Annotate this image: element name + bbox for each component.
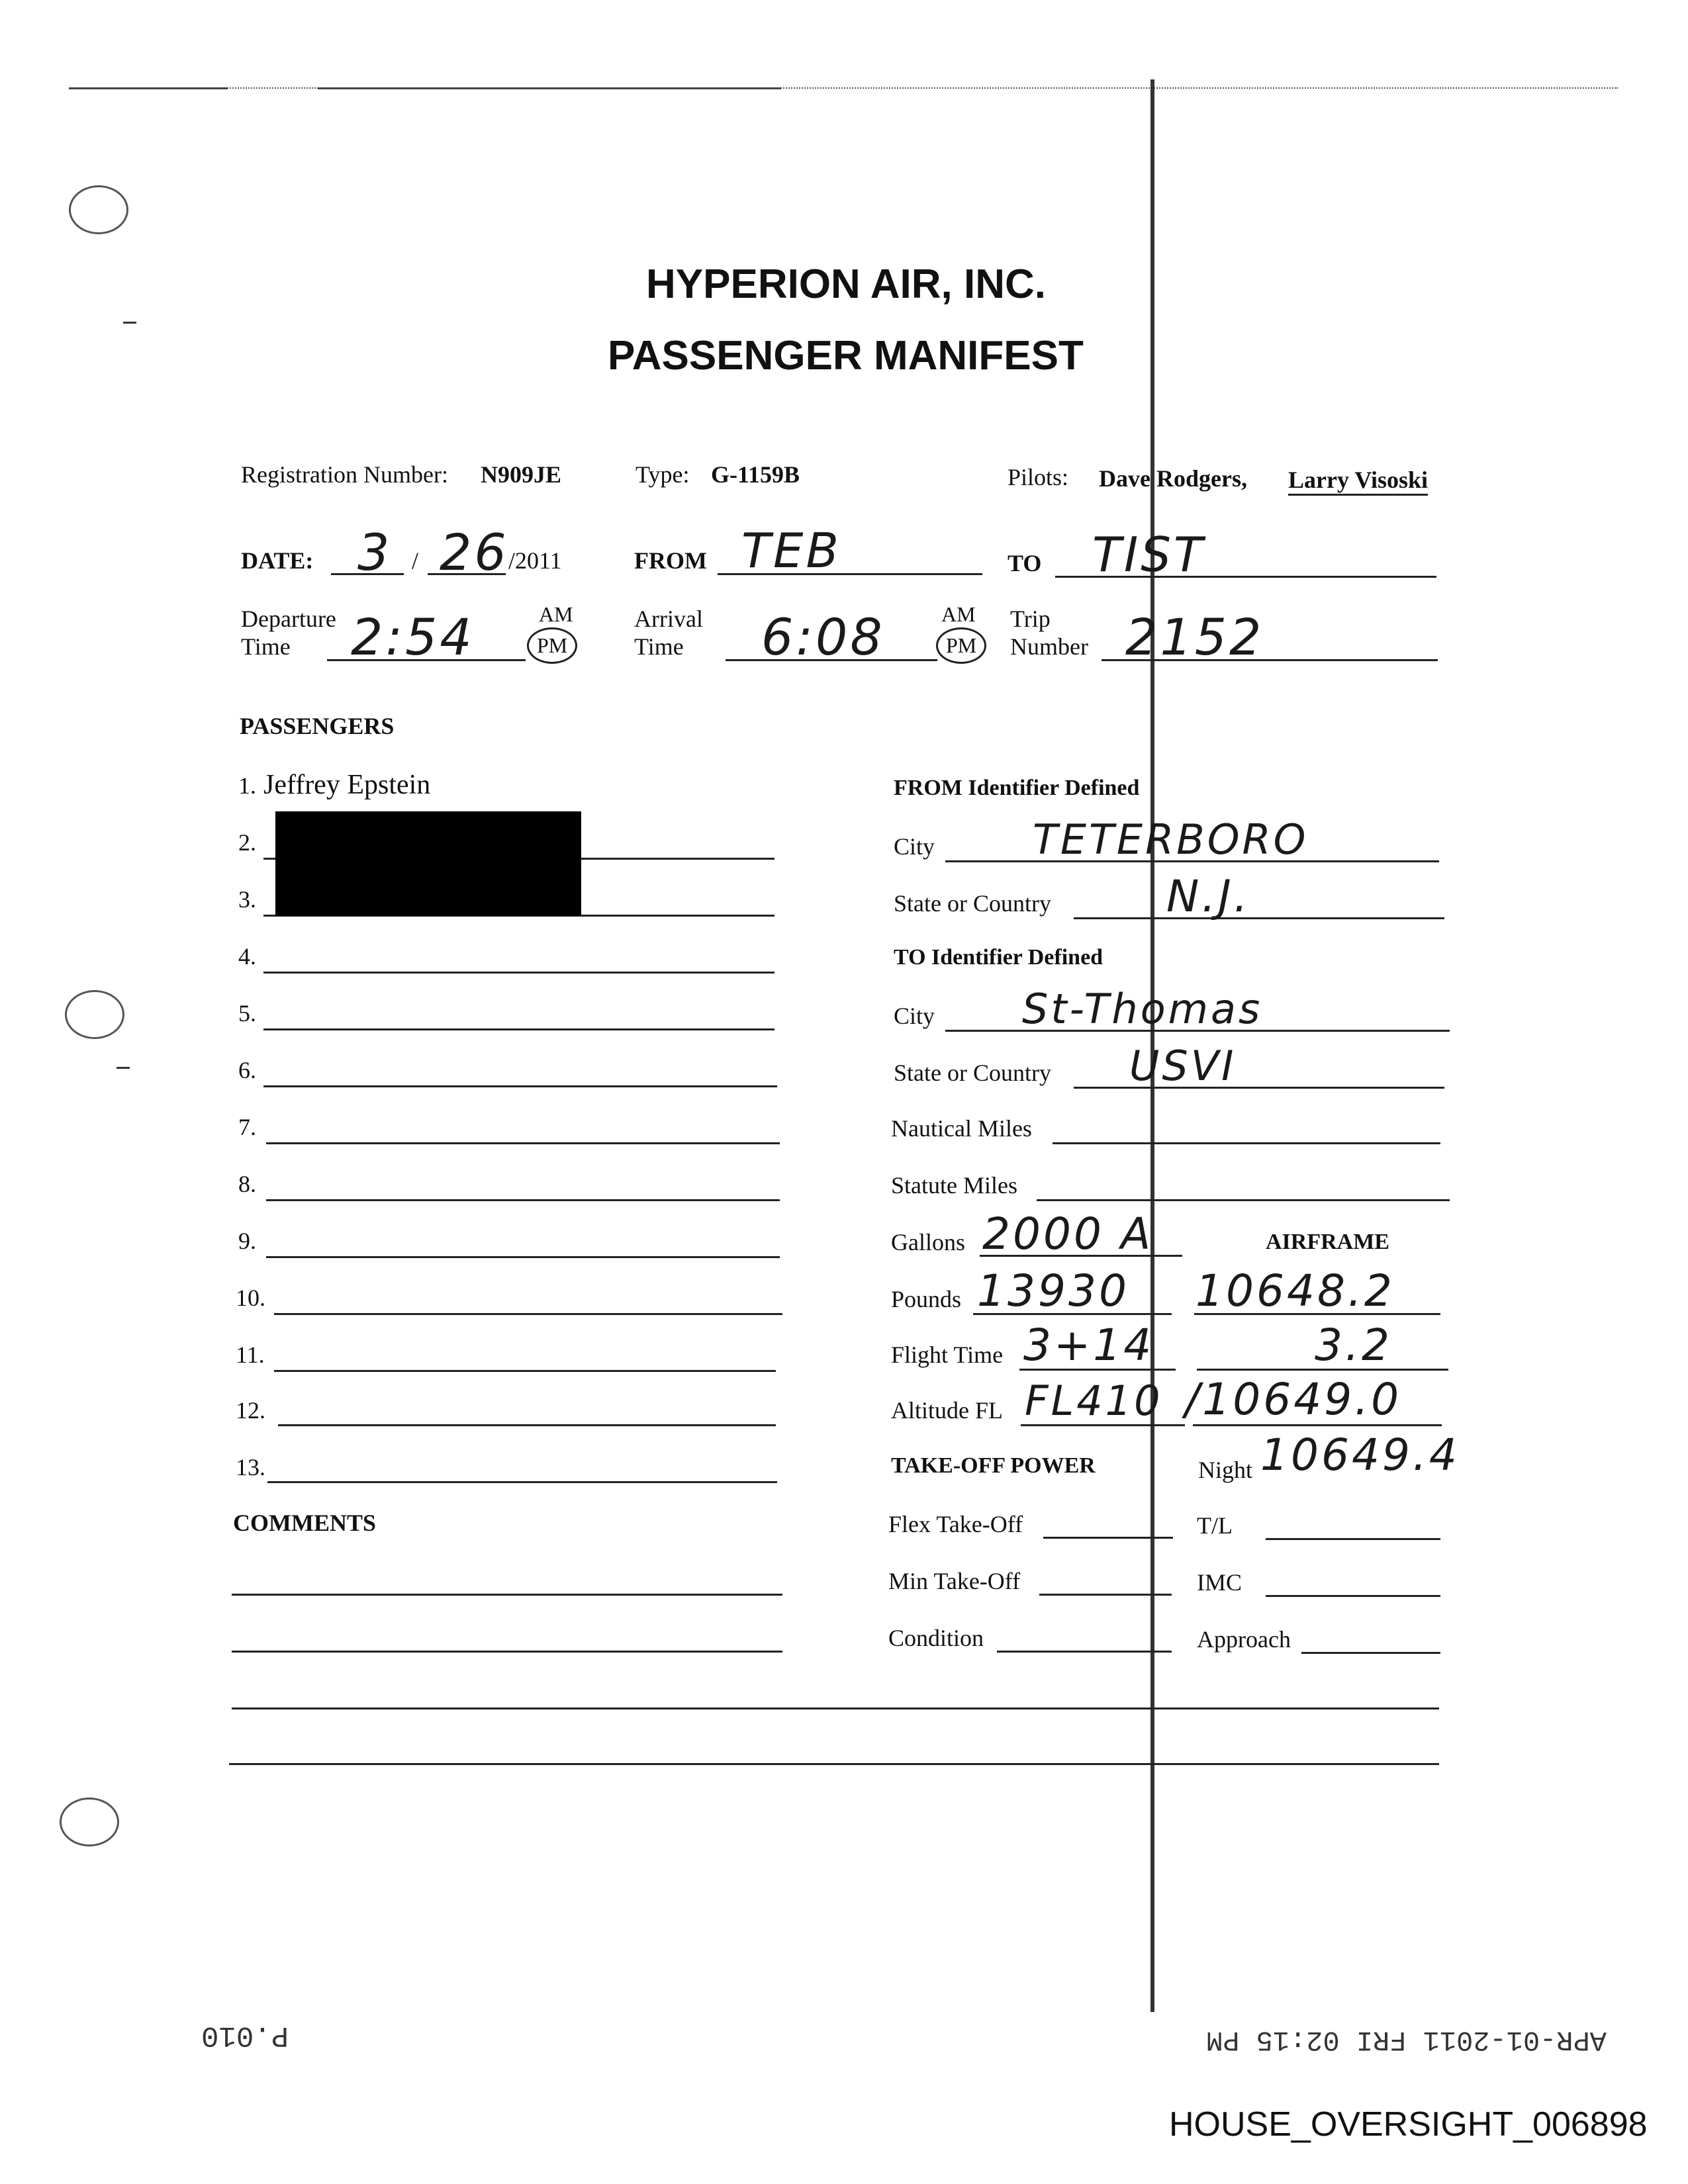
night-value: 10649.4 bbox=[1260, 1430, 1460, 1480]
scan-mark bbox=[117, 1067, 130, 1069]
type-label: Type: bbox=[635, 461, 690, 488]
condition-label: Condition bbox=[888, 1625, 984, 1651]
to-label: TO bbox=[1008, 550, 1042, 576]
top-scan-line-2 bbox=[318, 87, 781, 89]
nautical-miles-line bbox=[1053, 1142, 1440, 1144]
passenger-row-number: 6. bbox=[238, 1057, 256, 1083]
takeoff-power-heading: TAKE-OFF POWER bbox=[891, 1453, 1096, 1478]
departure-time-value: 2:54 bbox=[351, 608, 475, 666]
comments-heading: COMMENTS bbox=[233, 1510, 376, 1536]
form-title: PASSENGER MANIFEST bbox=[608, 333, 1084, 379]
bates-number: HOUSE_OVERSIGHT_006898 bbox=[1169, 2105, 1648, 2144]
min-takeoff-label: Min Take-Off bbox=[888, 1568, 1021, 1594]
date-label: DATE: bbox=[241, 547, 314, 574]
passenger-line bbox=[266, 1256, 780, 1258]
passenger-line bbox=[263, 1028, 774, 1030]
nautical-miles-label: Nautical Miles bbox=[891, 1115, 1032, 1142]
pilot-2-value: Larry Visoski bbox=[1288, 466, 1428, 496]
passenger-line bbox=[274, 1313, 782, 1315]
pilots-label: Pilots: bbox=[1008, 464, 1069, 490]
scan-mark bbox=[123, 322, 136, 324]
flex-takeoff-label: Flex Take-Off bbox=[888, 1511, 1023, 1537]
date-year: /2011 bbox=[508, 547, 562, 574]
min-takeoff-line bbox=[1039, 1594, 1172, 1596]
date-month-value: 3 bbox=[357, 523, 393, 582]
fax-header-stamp: APR-01-2011 FRI 02:15 PM bbox=[1206, 2024, 1607, 2056]
passenger-row-number: 1. bbox=[238, 772, 256, 799]
to-state-label: State or Country bbox=[894, 1060, 1051, 1086]
arrival-time-value: 6:08 bbox=[761, 608, 885, 666]
statute-miles-line bbox=[1037, 1199, 1450, 1201]
night-label: Night bbox=[1198, 1457, 1253, 1483]
date-separator: / bbox=[412, 547, 419, 574]
from-identifier-heading: FROM Identifier Defined bbox=[894, 776, 1140, 800]
registration-label: Registration Number: bbox=[241, 461, 448, 488]
to-state-value: USVI bbox=[1129, 1042, 1237, 1090]
fax-page-stamp: P.010 bbox=[201, 2019, 289, 2052]
passengers-heading: PASSENGERS bbox=[240, 713, 395, 739]
arrival-label-1: Arrival bbox=[634, 606, 703, 632]
comments-line-2 bbox=[232, 1651, 782, 1653]
passenger-row-number: 11. bbox=[236, 1342, 265, 1368]
from-state-line bbox=[1074, 917, 1444, 919]
airframe-heading: AIRFRAME bbox=[1266, 1230, 1389, 1254]
flight-time-value: 3+14 bbox=[1023, 1320, 1154, 1371]
passenger-row-number: 12. bbox=[236, 1397, 265, 1424]
from-city-label: City bbox=[894, 833, 935, 860]
passenger-row-number: 5. bbox=[238, 1000, 256, 1026]
top-scan-line bbox=[69, 87, 1618, 89]
altitude-label: Altitude FL bbox=[891, 1397, 1003, 1424]
from-state-value: N.J. bbox=[1166, 871, 1250, 922]
passenger-line bbox=[274, 1370, 776, 1372]
from-state-label: State or Country bbox=[894, 890, 1051, 917]
redaction-box bbox=[275, 811, 581, 916]
from-city-value: TETERBORO bbox=[1033, 815, 1309, 864]
trip-number-value: 2152 bbox=[1125, 608, 1264, 666]
comments-line-3 bbox=[232, 1707, 1439, 1709]
flight-time-label: Flight Time bbox=[891, 1342, 1004, 1368]
tl-line bbox=[1266, 1538, 1440, 1540]
binder-hole-middle bbox=[65, 990, 124, 1039]
company-name: HYPERION AIR, INC. bbox=[646, 261, 1046, 307]
comments-line-1 bbox=[232, 1594, 782, 1596]
passenger-row-number: 9. bbox=[238, 1228, 256, 1254]
to-city-label: City bbox=[894, 1003, 935, 1029]
passenger-line bbox=[263, 972, 774, 974]
passenger-line bbox=[266, 1142, 780, 1144]
airframe-altitude-value: /10649.0 bbox=[1185, 1374, 1402, 1425]
from-label: FROM bbox=[634, 547, 707, 574]
departure-pm-circled: PM bbox=[527, 627, 577, 664]
pounds-value: 13930 bbox=[977, 1265, 1129, 1316]
passenger-name: Jeffrey Epstein bbox=[263, 770, 431, 800]
departure-label-1: Departure bbox=[241, 606, 336, 632]
top-scan-line-3 bbox=[69, 87, 228, 89]
registration-value: N909JE bbox=[481, 461, 562, 488]
to-city-value: St-Thomas bbox=[1022, 985, 1263, 1033]
condition-line bbox=[997, 1651, 1172, 1653]
trip-number-label-2: Number bbox=[1010, 633, 1088, 660]
imc-label: IMC bbox=[1197, 1569, 1243, 1596]
arrival-am-label: AM bbox=[941, 602, 976, 626]
tl-label: T/L bbox=[1197, 1512, 1233, 1539]
altitude-value: FL410 bbox=[1025, 1377, 1163, 1425]
passenger-row-number: 2. bbox=[238, 829, 256, 856]
approach-line bbox=[1301, 1652, 1440, 1654]
to-value: TIST bbox=[1092, 527, 1205, 582]
passenger-line bbox=[266, 1199, 780, 1201]
gallons-value: 2000 A bbox=[982, 1208, 1154, 1259]
passenger-row-number: 8. bbox=[238, 1171, 256, 1197]
departure-am-label: AM bbox=[539, 602, 573, 626]
to-identifier-heading: TO Identifier Defined bbox=[894, 945, 1103, 970]
gallons-label: Gallons bbox=[891, 1229, 965, 1255]
passenger-row-number: 4. bbox=[238, 943, 256, 970]
airframe-pounds-value: 10648.2 bbox=[1196, 1265, 1395, 1316]
approach-label: Approach bbox=[1197, 1626, 1291, 1653]
pounds-label: Pounds bbox=[891, 1286, 962, 1312]
from-value: TEB bbox=[741, 523, 841, 578]
passenger-row-number: 7. bbox=[238, 1114, 256, 1140]
airframe-flight-time-value: 3.2 bbox=[1315, 1320, 1392, 1371]
passenger-line bbox=[278, 1424, 776, 1426]
statute-miles-label: Statute Miles bbox=[891, 1172, 1017, 1199]
imc-line bbox=[1266, 1595, 1440, 1597]
binder-hole-top bbox=[69, 185, 128, 234]
arrival-pm-circled: PM bbox=[936, 627, 986, 664]
passenger-row-number: 10. bbox=[236, 1285, 265, 1311]
type-value: G-1159B bbox=[711, 461, 800, 488]
trip-number-label-1: Trip bbox=[1010, 606, 1051, 632]
binder-hole-bottom bbox=[60, 1797, 119, 1846]
passenger-row-number: 3. bbox=[238, 886, 256, 913]
passenger-row-number: 13. bbox=[236, 1454, 265, 1480]
comments-line-4 bbox=[229, 1763, 1439, 1765]
passenger-line bbox=[263, 1085, 777, 1087]
departure-label-2: Time bbox=[241, 633, 291, 660]
arrival-label-2: Time bbox=[634, 633, 684, 660]
pilots-value: Dave Rodgers, bbox=[1099, 465, 1247, 492]
passenger-line bbox=[267, 1481, 777, 1483]
flex-takeoff-line bbox=[1043, 1537, 1173, 1539]
date-day-value: 26 bbox=[440, 523, 509, 582]
